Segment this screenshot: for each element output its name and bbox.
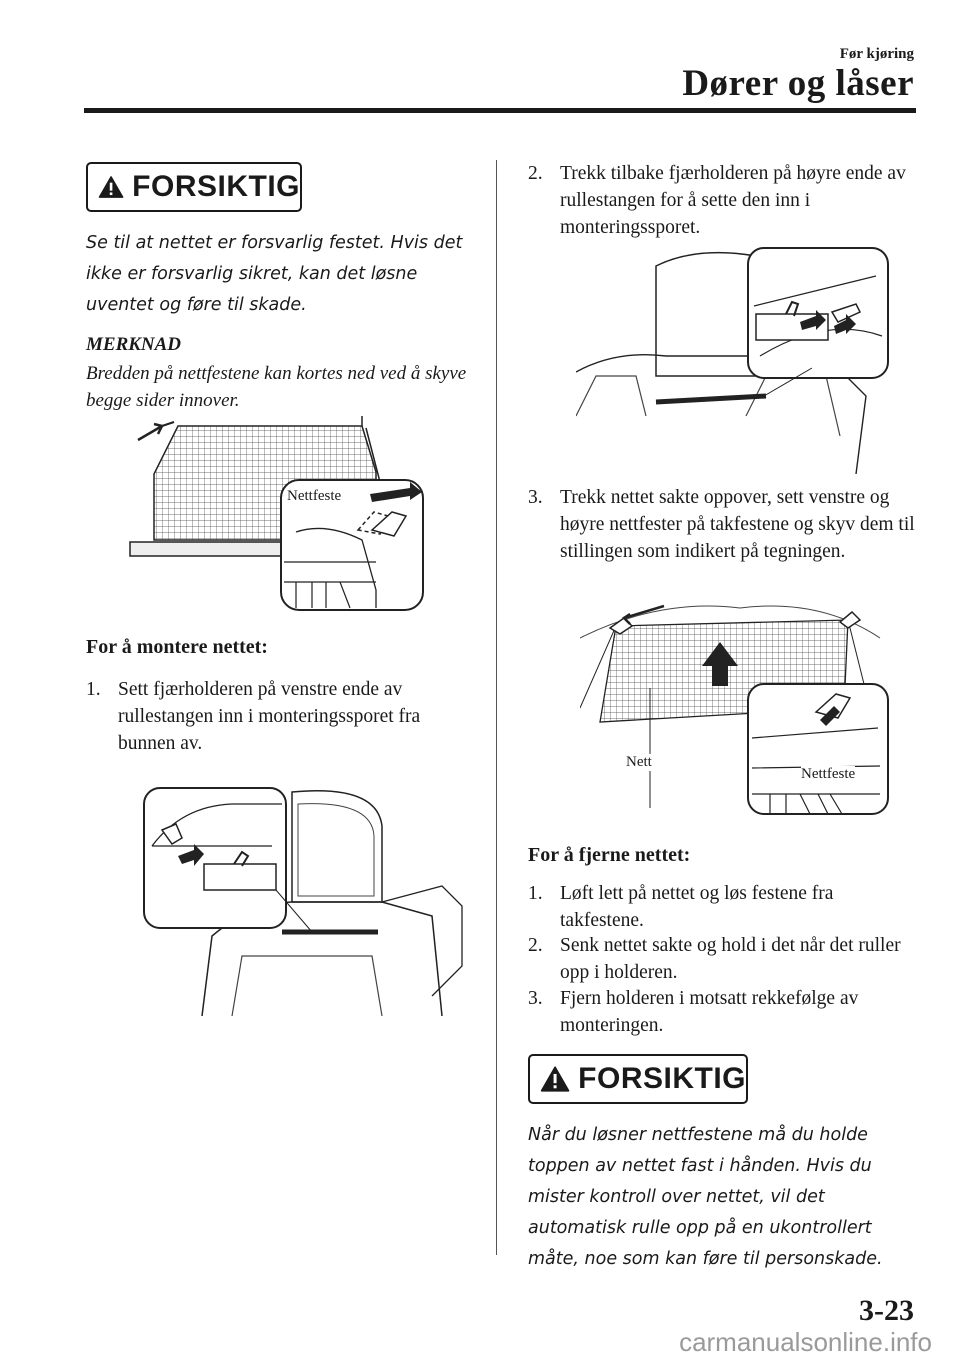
caution-label: FORSIKTIG [578,1062,746,1095]
caution-box [86,162,302,212]
page-number: 3-23 [859,1294,914,1327]
page-title: Dører og låser [682,63,914,104]
warning-triangle-icon [98,171,124,203]
caution-text: Se til at nettet er forsvarlig festet. Hvis det ikke er forsvarlig sikret, kan det løsne uventet og føre til skade. [86,233,463,315]
install-heading: For å montere nettet: [86,636,268,658]
step-number: 3. [528,487,543,508]
caution-text: Når du løsner nettfestene må du holde toppen av nettet fast i hånden. Hvis du mister kontroll over nettet, vil det automatisk rulle opp på en ukontrollert måte, noe som kan føre til personskade. [528,1125,883,1269]
header-rule [84,108,916,113]
caution-box [528,1054,748,1104]
step-text: Trekk nettet sakte oppover, sett venstre og høyre nettfester på takfestene og skyv dem til stillingen som indikert på tegningen. [560,487,915,562]
step-number: 3. [528,988,543,1009]
step-text: Sett fjærholderen på venstre ende av rullestangen inn i monteringssporet fra bunnen av. [118,679,421,754]
step-number: 2. [528,935,543,956]
right-holder-illustration [576,246,892,474]
anchor-label: Nettfeste [287,488,342,504]
note-heading: MERKNAD [86,334,182,355]
remove-step [528,932,918,986]
anchor-label: Nettfeste [801,766,856,782]
step-text: Fjern holderen i motsatt rekkefølge av monteringen. [560,988,859,1036]
step-number: 1. [528,883,543,904]
step-number: 1. [86,679,101,700]
warning-triangle-icon [540,1063,570,1095]
note-body: Bredden på nettfestene kan kortes ned ved å skyve begge sider innover. [86,363,467,411]
install-step [528,160,918,241]
step-text: Senk nettet sakte og hold i det når det ruller opp i holderen. [560,935,901,983]
net-width-illustration [126,412,426,612]
remove-heading: For å fjerne nettet: [528,844,691,866]
step-text: Løft lett på nettet og løs festene fra takfestene. [560,883,834,931]
column-divider [496,160,497,1255]
step-text: Trekk tilbake fjærholderen på høyre ende av rullestangen for å sette den inn i monteringssporet. [560,163,906,238]
net-hooking-illustration [580,598,890,816]
caution-label: FORSIKTIG [132,170,300,203]
net-label: Nett [626,754,652,770]
section-name: Før kjøring [839,46,914,62]
install-step [86,676,476,757]
remove-step [528,880,918,934]
step-number: 2. [528,163,543,184]
install-step [528,484,918,565]
remove-step [528,985,918,1039]
left-holder-illustration [142,786,464,1018]
watermark: carmanualsonline.info [679,1327,932,1357]
